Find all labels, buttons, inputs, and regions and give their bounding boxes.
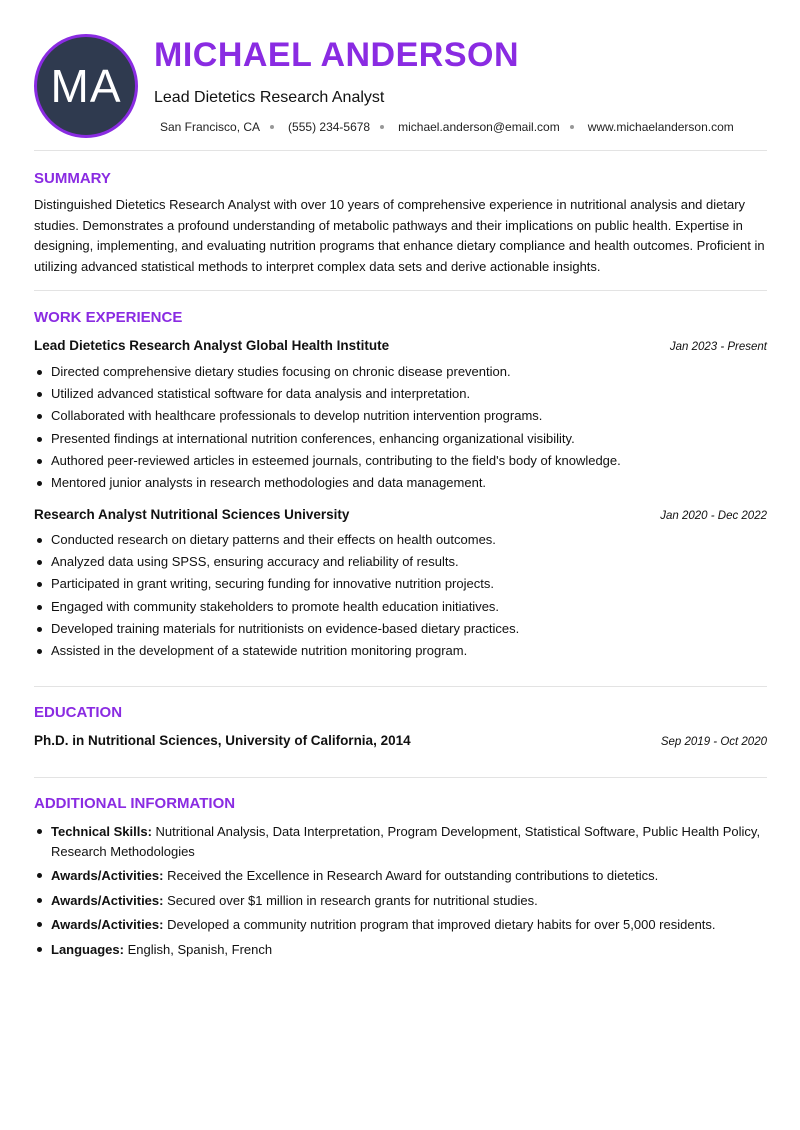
list-item [34,915,769,935]
section-divider [34,686,767,687]
job-dates: Jan 2020 - Dec 2022 [660,510,767,522]
additional-info-heading: ADDITIONAL INFORMATION [34,795,236,812]
contact-line [160,120,734,134]
list-item: Authored peer-reviewed articles in esteemed journals, contributing to the field's body of knowledge. [34,451,769,473]
job-title: Lead Dietetics Research Analyst Global Health Institute [34,338,390,353]
list-item: Presented findings at international nutrition conferences, enhancing organizational visibility. [34,429,769,451]
list-item: Collaborated with healthcare professionals to develop nutrition intervention programs. [34,406,769,428]
item-label: Awards/Activities: [51,868,164,883]
dot-separator-icon [570,125,574,129]
summary-heading: SUMMARY [34,170,111,187]
education-dates: Sep 2019 - Oct 2020 [660,736,767,748]
section-divider [34,777,767,778]
item-text: Received the Excellence in Research Award for outstanding contributions to dietetics. [163,868,659,883]
avatar-initials: MA [50,60,122,112]
item-text: Secured over $1 million in research grants for nutritional studies. [163,892,538,908]
additional-info-list [34,822,769,964]
section-divider [34,150,767,151]
education-entry [34,733,767,748]
dot-separator-icon [380,125,384,129]
list-item: Utilized advanced statistical software for data analysis and interpretation. [34,384,769,406]
item-text: Nutritional Analysis, Data Interpretation, Program Development, Statistical Software, Public Health Policy, Research Methodologies [51,824,761,859]
job-title: Research Analyst Nutritional Sciences University [34,507,350,522]
list-item: Engaged with community stakeholders to promote health education initiatives. [34,597,769,619]
summary-text: Distinguished Dietetics Research Analyst with over 10 years of comprehensive experience in nutritional analysis and dietary studies. Demonstrates a profound understanding of metabolic pathways and their implications on public health. Expertise in designing, implementing, and evaluating nutrition programs that enhance dietary compliance and health outcomes. Proficient in utilizing advanced statistical methods to interpret complex data sets and derive actionable insights. [34,197,765,274]
list-item [34,866,769,886]
candidate-title: Lead Dietetics Research Analyst [154,89,385,106]
list-item [34,940,769,960]
contact-phone: (555) 234-5678 [288,120,371,134]
avatar [34,34,138,138]
list-item: Analyzed data using SPSS, ensuring accuracy and reliability of results. [34,552,769,574]
contact-email[interactable]: michael.anderson@email.com [398,120,560,134]
list-item: Conducted research on dietary patterns and their effects on health outcomes. [34,530,769,552]
list-item: Assisted in the development of a statewide nutrition monitoring program. [34,641,769,663]
list-item: Developed training materials for nutritionists on evidence-based dietary practices. [34,619,769,641]
item-label: Languages: [51,941,124,957]
contact-website[interactable]: www.michaelanderson.com [587,120,734,134]
job-bullets [34,362,769,495]
education-degree: Ph.D. in Nutritional Sciences, University of California, 2014 [34,733,411,748]
section-divider [34,290,767,291]
list-item: Participated in grant writing, securing funding for innovative nutrition projects. [34,574,769,596]
education-heading: EDUCATION [34,704,123,721]
list-item [34,822,769,861]
contact-location: San Francisco, CA [160,120,261,134]
list-item: Directed comprehensive dietary studies focusing on chronic disease prevention. [34,362,769,384]
work-experience-heading: WORK EXPERIENCE [34,309,183,326]
item-text: English, Spanish, French [123,941,273,957]
dot-separator-icon [270,125,274,129]
item-label: Awards/Activities: [51,892,164,908]
job-dates: Jan 2023 - Present [669,341,767,353]
candidate-name: MICHAEL ANDERSON [154,36,520,74]
item-text: Developed a community nutrition program that improved dietary habits for over 5,000 residents. [163,917,716,932]
list-item [34,891,769,911]
list-item: Mentored junior analysts in research methodologies and data management. [34,473,769,495]
job-header [34,338,767,353]
item-label: Awards/Activities: [51,917,164,932]
item-label: Technical Skills: [51,824,152,839]
job-bullets [34,530,769,663]
job-header [34,507,767,522]
